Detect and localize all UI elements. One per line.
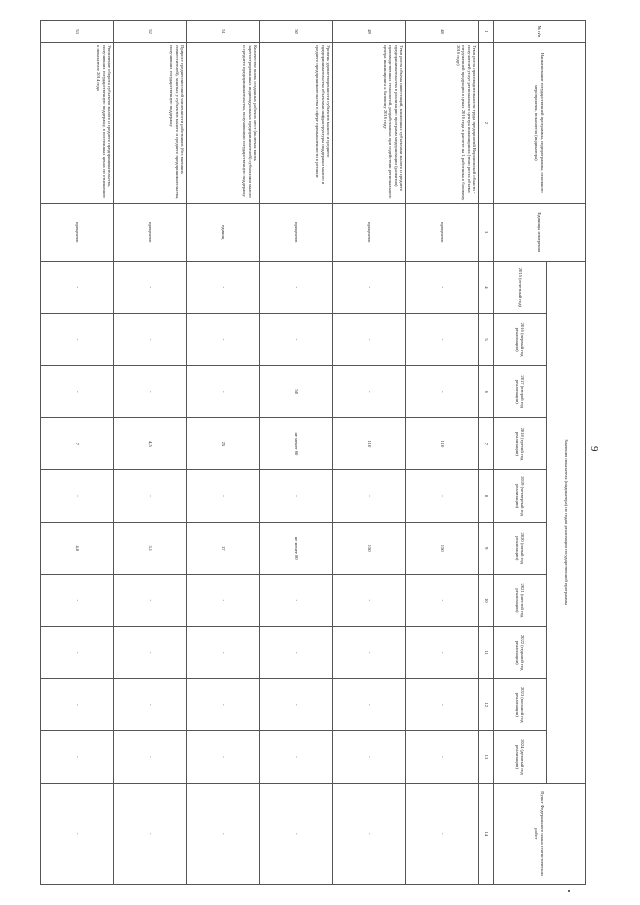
fed-plan-cell: -: [41, 783, 114, 884]
header-year: 2021 (шестой год реализации): [494, 574, 547, 626]
header-year: 2015 (отчетный год): [494, 261, 547, 313]
fed-plan-cell: -: [260, 783, 333, 884]
table-row: [406, 21, 479, 885]
year-value-cell: -: [41, 679, 114, 731]
column-number: 4: [479, 261, 494, 313]
header-year: 2023 (восьмой год реализации): [494, 679, 547, 731]
year-value-cell: -: [41, 470, 114, 522]
column-number: 10: [479, 574, 494, 626]
page-number: 9: [588, 446, 600, 452]
year-value-cell: -: [333, 366, 406, 418]
year-value-cell: 3,1: [114, 522, 187, 574]
year-value-cell: -: [114, 627, 187, 679]
year-value-cell: -: [260, 574, 333, 626]
year-value-cell: 25: [187, 418, 260, 470]
column-number: 14: [479, 783, 494, 884]
row-number: 51: [187, 21, 260, 43]
year-value-cell: 110: [406, 418, 479, 470]
header-year: 2019 (четвертый год реализации): [494, 470, 547, 522]
fed-plan-cell: -: [406, 783, 479, 884]
column-number: 7: [479, 418, 494, 470]
fed-plan-cell: -: [114, 783, 187, 884]
column-number: 3: [479, 203, 494, 261]
unit-cell: процентов: [406, 203, 479, 261]
year-value-cell: -: [114, 731, 187, 783]
row-number: 48: [406, 21, 479, 43]
year-value-cell: -: [406, 731, 479, 783]
unit-cell: процентов: [260, 203, 333, 261]
header-num: № п/п: [494, 21, 586, 43]
header-year: 2022 (седьмой год реализации): [494, 627, 547, 679]
header-unit: Единицы измерения: [494, 203, 586, 261]
indicator-name: Уровень удовлетворенности субъектов малого и среднего предпринимательства объектами инфраструктуры поддержки малого и среднего предпринимательства в сфере промышленности в регионе: [260, 43, 333, 204]
scan-dot-mark: [568, 890, 570, 892]
table-row: [187, 21, 260, 885]
unit-cell: процентов: [333, 203, 406, 261]
year-value-cell: -: [333, 679, 406, 731]
year-value-cell: -: [114, 261, 187, 313]
header-year: 2024 (девятый год реализации): [494, 731, 547, 783]
year-value-cell: -: [333, 731, 406, 783]
column-number: 2: [479, 43, 494, 204]
column-number: 12: [479, 679, 494, 731]
year-value-cell: -: [333, 470, 406, 522]
header-name: Наименование государственной программы, подпрограммы, основного мероприятия, показателя (индикатора): [494, 43, 586, 204]
year-value-cell: -: [114, 313, 187, 365]
year-value-cell: не менее 60: [260, 418, 333, 470]
year-value-cell: 4,8: [41, 522, 114, 574]
header-year: 2020 (пятый год реализации): [494, 522, 547, 574]
year-value-cell: -: [406, 627, 479, 679]
year-value-cell: -: [406, 574, 479, 626]
row-number: 49: [333, 21, 406, 43]
table-row: [114, 21, 187, 885]
column-number: 5: [479, 313, 494, 365]
year-value-cell: -: [41, 261, 114, 313]
table-row: [260, 21, 333, 885]
fed-plan-cell: -: [333, 783, 406, 884]
year-value-cell: -: [406, 366, 479, 418]
year-value-cell: -: [333, 574, 406, 626]
header-values-group: Значения показателя (индикатора) по годам реализации государственной программы: [547, 261, 586, 783]
year-value-cell: -: [187, 313, 260, 365]
year-value-cell: -: [260, 627, 333, 679]
year-value-cell: -: [260, 313, 333, 365]
unit-cell: процентов: [114, 203, 187, 261]
indicators-table: [40, 20, 586, 885]
year-value-cell: -: [333, 261, 406, 313]
year-value-cell: 17: [187, 522, 260, 574]
table-row: [333, 21, 406, 885]
year-value-cell: -: [41, 731, 114, 783]
year-value-cell: -: [260, 731, 333, 783]
column-number: 6: [479, 366, 494, 418]
year-value-cell: не менее 80: [260, 522, 333, 574]
header-year: 2017 (второй год реализации): [494, 366, 547, 418]
year-value-cell: 4,5: [114, 418, 187, 470]
header-fed-plan: Пункт Федерального плана статистических работ: [494, 783, 586, 884]
column-number: 8: [479, 470, 494, 522]
year-value-cell: 50: [260, 366, 333, 418]
row-number: 53: [41, 21, 114, 43]
year-value-cell: -: [187, 470, 260, 522]
year-value-cell: -: [406, 261, 479, 313]
year-value-cell: 150: [406, 522, 479, 574]
column-number: 1: [479, 21, 494, 43]
year-value-cell: -: [260, 470, 333, 522]
year-value-cell: -: [41, 574, 114, 626]
column-number: 13: [479, 731, 494, 783]
year-value-cell: -: [187, 731, 260, 783]
row-number: 50: [260, 21, 333, 43]
year-value-cell: -: [187, 627, 260, 679]
year-value-cell: -: [187, 574, 260, 626]
year-value-cell: -: [333, 627, 406, 679]
year-value-cell: -: [333, 313, 406, 365]
row-number: 52: [114, 21, 187, 43]
year-value-cell: -: [187, 261, 260, 313]
year-value-cell: -: [187, 366, 260, 418]
indicator-name: Прирост среднесписочной численности работников (без внешних совместителей), занятых у субъектов малого и среднего предпринимательства, получивших государственную поддержку: [114, 43, 187, 204]
year-value-cell: -: [114, 470, 187, 522]
column-number-row: [479, 21, 494, 885]
year-value-cell: 150: [333, 522, 406, 574]
header-year: 2016 (первый год реализации): [494, 313, 547, 365]
rotated-table-container: [74, 20, 586, 885]
indicator-name: Увеличение оборота субъектов малого и среднего предпринимательства, получивших государственную поддержку, в постоянных ценах по отношению к показателю 2014 года: [41, 43, 114, 204]
year-value-cell: 7: [41, 418, 114, 470]
year-value-cell: -: [114, 679, 187, 731]
header-year: 2018 (третий год реализации): [494, 418, 547, 470]
fed-plan-cell: -: [187, 783, 260, 884]
year-value-cell: 110: [333, 418, 406, 470]
year-value-cell: -: [406, 313, 479, 365]
indicator-name: Количество вновь созданных рабочих мест (включая вновь зарегистрированных индивидуальных предпринимателей) субъектами малого и среднего предпринимательства, получившими государственную поддержку: [187, 43, 260, 204]
year-value-cell: -: [406, 470, 479, 522]
indicator-name: Темп роста производительности труда предприятий Воронежской области - получателей услуг регионального центра инжиниринга (темп роста объема отгруженной продукции в ценах 2016 года в расчете на 1 работника к базовому 2016 году): [406, 43, 479, 204]
unit-cell: процентов: [41, 203, 114, 261]
table-row: [41, 21, 114, 885]
unit-cell: единиц: [187, 203, 260, 261]
year-value-cell: -: [187, 679, 260, 731]
year-value-cell: -: [406, 679, 479, 731]
year-value-cell: -: [41, 313, 114, 365]
year-value-cell: -: [260, 261, 333, 313]
column-number: 9: [479, 522, 494, 574]
year-value-cell: -: [41, 366, 114, 418]
year-value-cell: -: [114, 366, 187, 418]
indicator-name: Темп роста объема инвестиций, вложенных субъектами малого и среднего предпринимательства в реализацию программ модернизации (развития) производственных технологий, разработанных при содействии регионального центра инжиниринга к базовому 2016 году: [333, 43, 406, 204]
year-value-cell: -: [41, 627, 114, 679]
header-row-1: [547, 21, 586, 885]
column-number: 11: [479, 627, 494, 679]
year-value-cell: -: [114, 574, 187, 626]
year-value-cell: -: [260, 679, 333, 731]
